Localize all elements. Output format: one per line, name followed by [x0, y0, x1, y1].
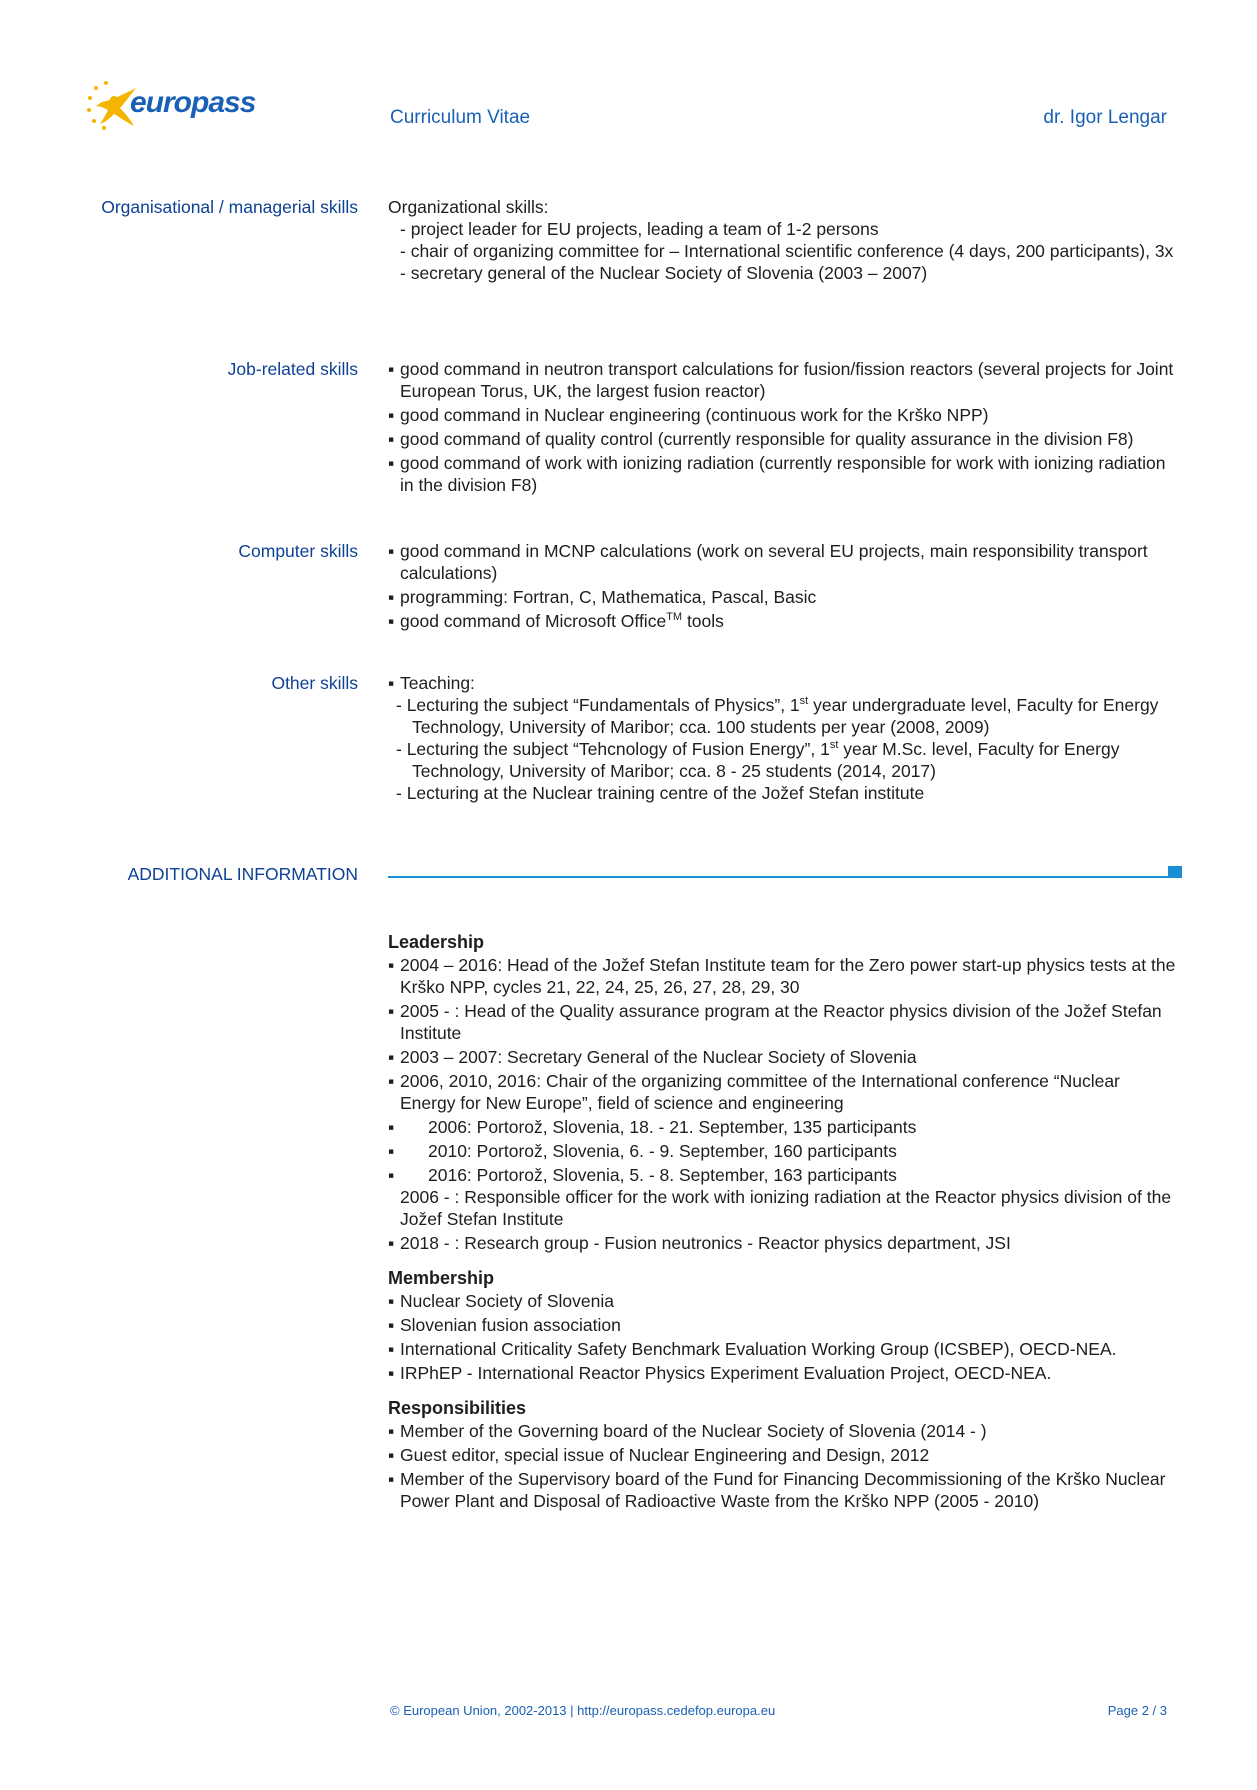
computer-skills-label: Computer skills: [238, 541, 358, 561]
teaching-item: [388, 738, 1188, 760]
leadership-item: ▪ 2018 - : Research group - Fusion neutronics - Reactor physics department, JSI: [388, 1232, 1188, 1254]
leadership-item: ▪ 2005 - : Head of the Quality assurance program at the Reactor physics division of the Jožef Stefan: [388, 1000, 1188, 1022]
europass-wordmark: europass: [130, 86, 256, 119]
conference-item: ▪ 2010: Portorož, Slovenia, 6. - 9. September, 160 participants: [388, 1140, 1188, 1162]
teaching-item-text: - Lecturing the subject “Tehcnology of Fusion Energy”, 1: [396, 739, 830, 759]
computer-skill-item: ▪ programming: Fortran, C, Mathematica, Pascal, Basic: [388, 586, 1188, 608]
footer-page-number: Page 2 / 3: [1107, 1703, 1167, 1718]
section-rule-marker: [1168, 866, 1182, 878]
teaching-item: [388, 694, 1188, 716]
leadership-item-cont: Krško NPP, cycles 21, 22, 24, 25, 26, 27, 28, 29, 30: [400, 977, 800, 997]
doc-title: Curriculum Vitae: [390, 107, 531, 128]
job-skills-content: [388, 358, 1188, 496]
section-rule: [388, 876, 1168, 878]
computer-skill-item-office: [388, 610, 1188, 632]
job-skill-item: ▪ good command in Nuclear engineering (continuous work for the Krško NPP): [388, 404, 1188, 426]
org-skill-item: - chair of organizing committee for – International scientific conference (4 days, 200 participants), 3x: [400, 241, 1174, 261]
other-skills-content: [388, 672, 1188, 804]
ordinal-suffix: st: [799, 695, 809, 708]
responsibility-item: ▪ Guest editor, special issue of Nuclear Engineering and Design, 2012: [388, 1444, 1188, 1466]
org-skill-item: - project leader for EU projects, leading a team of 1-2 persons: [400, 219, 879, 239]
job-skills-label: Job-related skills: [227, 359, 358, 379]
responsibilities-heading: Responsibilities: [388, 1398, 527, 1418]
job-skill-item-cont: in the division F8): [400, 475, 538, 495]
office-post: tools: [682, 611, 724, 631]
ordinal-suffix: st: [829, 739, 839, 752]
additional-content: [388, 930, 1188, 1512]
leadership-item: ▪ 2003 – 2007: Secretary General of the Nuclear Society of Slovenia: [388, 1046, 1188, 1068]
responsibility-item: ▪ Member of the Supervisory board of the Fund for Financing Decommissioning of the Krško Nuclear: [388, 1468, 1188, 1490]
teaching-heading: ▪ Teaching:: [388, 672, 1188, 694]
teaching-item-cont: Technology, University of Maribor; cca. 100 students per year (2008, 2009): [412, 717, 990, 737]
other-skills-label: Other skills: [271, 673, 358, 693]
computer-skills-content: [388, 540, 1188, 632]
computer-skill-item: ▪ good command in MCNP calculations (work on several EU projects, main responsibility transport: [388, 540, 1188, 562]
additional-info-heading: ADDITIONAL INFORMATION: [127, 864, 358, 884]
office-pre: good command of Microsoft Office: [400, 611, 667, 631]
org-skills-intro: Organizational skills:: [388, 197, 549, 217]
leadership-item-cont: Energy for New Europe”, field of science and engineering: [400, 1093, 844, 1113]
job-skill-item-cont: European Torus, UK, the largest fusion reactor): [400, 381, 766, 401]
responsibility-item: ▪ Member of the Governing board of the Nuclear Society of Slovenia (2014 - ): [388, 1420, 1188, 1442]
org-skill-item: - secretary general of the Nuclear Society of Slovenia (2003 – 2007): [400, 263, 928, 283]
teaching-item-text: year M.Sc. level, Faculty for Energy: [838, 739, 1120, 759]
footer-copyright: © European Union, 2002-2013 | http://europass.cedefop.europa.eu: [390, 1703, 776, 1718]
conference-item: ▪ 2006: Portorož, Slovenia, 18. - 21. September, 135 participants: [388, 1116, 1188, 1138]
org-skills-label: Organisational / managerial skills: [101, 197, 358, 217]
teaching-item: - Lecturing at the Nuclear training centre of the Jožef Stefan institute: [396, 783, 925, 803]
radiation-officer-line: 2006 - : Responsible officer for the work with ionizing radiation at the Reactor physics division of the: [400, 1187, 1172, 1207]
membership-heading: Membership: [388, 1268, 495, 1288]
teaching-item-cont: Technology, University of Maribor; cca. 8 - 25 students (2014, 2017): [412, 761, 936, 781]
teaching-item-text: year undergraduate level, Faculty for Energy: [808, 695, 1159, 715]
leadership-item-cont: Institute: [400, 1023, 462, 1043]
membership-item: ▪ Slovenian fusion association: [388, 1314, 1188, 1336]
membership-item: ▪ Nuclear Society of Slovenia: [388, 1290, 1188, 1312]
person-name: dr. Igor Lengar: [1043, 107, 1167, 128]
job-skill-item: ▪ good command of work with ionizing radiation (currently responsible for work with ionizing radiation: [388, 452, 1188, 474]
leadership-item: ▪ 2006, 2010, 2016: Chair of the organizing committee of the International conference “Nuclear: [388, 1070, 1188, 1092]
computer-skill-item-cont: calculations): [400, 563, 498, 583]
job-skill-item: ▪ good command of quality control (currently responsible for quality assurance in the division F8): [388, 428, 1188, 450]
teaching-item-text: - Lecturing the subject “Fundamentals of Physics”, 1: [396, 695, 800, 715]
org-skills-content: [388, 196, 1188, 284]
office-trademark: TM: [666, 611, 683, 624]
responsibility-item-cont: Power Plant and Disposal of Radioactive Waste from the Krško NPP (2005 - 2010): [400, 1491, 1040, 1511]
leadership-item: ▪ 2004 – 2016: Head of the Jožef Stefan Institute team for the Zero power start-up physics tests at the: [388, 954, 1188, 976]
membership-item: ▪ International Criticality Safety Benchmark Evaluation Working Group (ICSBEP), OECD-NEA.: [388, 1338, 1188, 1360]
conference-item: ▪ 2016: Portorož, Slovenia, 5. - 8. September, 163 participants: [388, 1164, 1188, 1186]
membership-item: ▪ IRPhEP - International Reactor Physics Experiment Evaluation Project, OECD-NEA.: [388, 1362, 1188, 1384]
radiation-officer-line-cont: Jožef Stefan Institute: [400, 1209, 564, 1229]
job-skill-item: ▪ good command in neutron transport calculations for fusion/fission reactors (several projects for Joint: [388, 358, 1188, 380]
leadership-heading: Leadership: [388, 932, 485, 952]
europass-logo: [84, 78, 264, 138]
